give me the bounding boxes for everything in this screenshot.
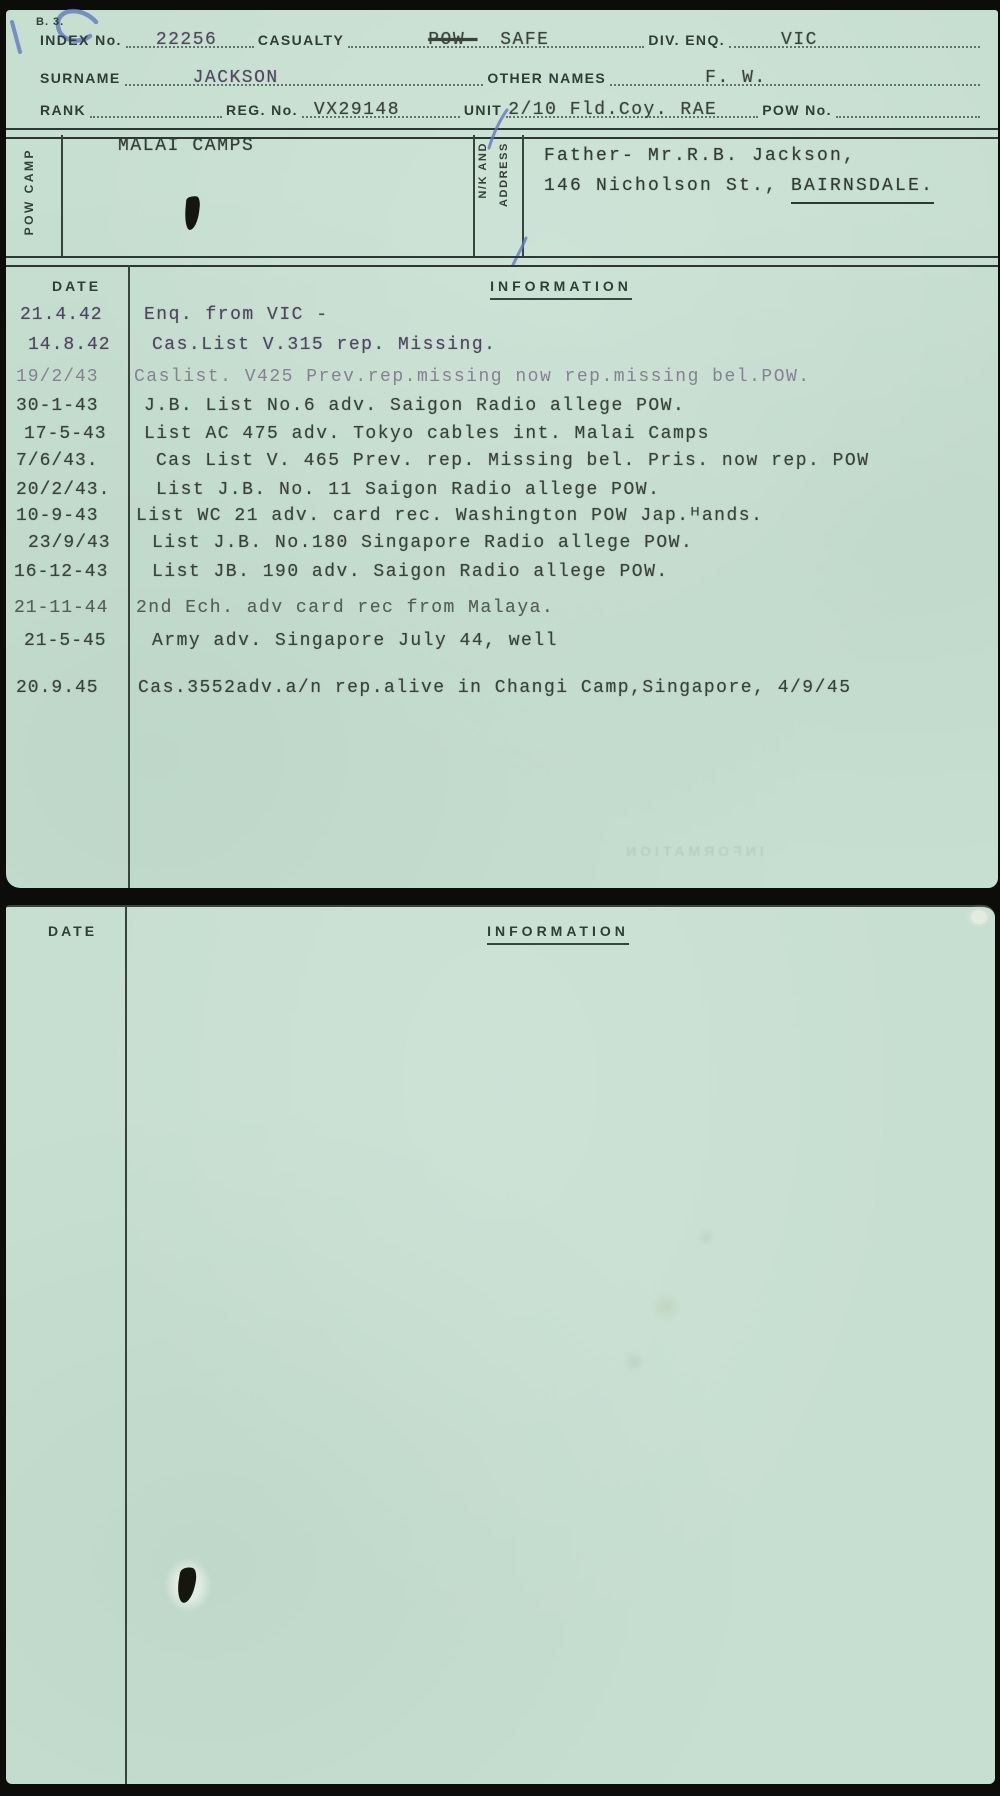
table-row: [6, 480, 998, 506]
nk-address-line2: 146 Nicholson St., BAIRNSDALE.: [544, 176, 934, 196]
table-row: [6, 451, 998, 477]
table-row: [6, 506, 998, 532]
blue-tick-top: [485, 106, 511, 152]
pow-record-card-back: [6, 905, 995, 1784]
casualty-struck-value: POW-: [428, 30, 478, 50]
table-row: [6, 562, 998, 588]
other-names-field: [610, 67, 980, 86]
table-row: [6, 335, 998, 361]
row-date: 14.8.42: [28, 335, 111, 355]
row-date: 7/6/43.: [16, 451, 99, 471]
row-date: 16-12-43: [14, 562, 109, 582]
pow-camp-label: POW CAMP: [22, 148, 36, 236]
table-row: [6, 367, 998, 393]
row-date: 23/9/43: [28, 533, 111, 553]
nk-address-town-underlined: BAIRNSDALE.: [791, 176, 934, 204]
table-row: [6, 396, 998, 422]
row-date: 21.4.42: [20, 305, 103, 325]
row-info: 2nd Ech. adv card rec from Malaya.: [136, 598, 555, 618]
pow-no-field: [836, 99, 980, 118]
information-column-header: INFORMATION: [134, 278, 988, 300]
nk-address-line1: Father- Mr.R.B. Jackson,: [544, 146, 857, 166]
pow-camp-divider: [61, 135, 63, 256]
row-date: 30-1-43: [16, 396, 99, 416]
table-row: [6, 533, 998, 559]
punch-hole-reflection: [971, 910, 987, 924]
casualty-label: CASUALTY: [257, 32, 345, 48]
div-enq-field: [729, 29, 980, 48]
div-enq-value: VIC: [781, 30, 818, 50]
row-info: List AC 475 adv. Tokyo cables int. Malai Camps: [144, 424, 710, 444]
other-names-value: F. W.: [705, 68, 767, 88]
reg-no-field: [302, 99, 460, 118]
row-info: Army adv. Singapore July 44, well: [152, 631, 558, 651]
rank-label: RANK: [40, 102, 87, 118]
surname-value: JACKSON: [192, 68, 279, 88]
date-column-header: DATE: [52, 278, 102, 294]
index-no-field: [126, 29, 254, 48]
pow-no-label: POW No.: [762, 102, 832, 118]
date-column-header: DATE: [48, 923, 98, 939]
row-date: 17-5-43: [24, 424, 107, 444]
header-row-index: [40, 28, 984, 48]
ink-blot: [183, 195, 200, 230]
table-row: [6, 678, 998, 704]
date-column-divider: [125, 907, 127, 1784]
header-row-rank-unit: [40, 98, 984, 118]
row-info: List J.B. No. 11 Saigon Radio allege POW.: [156, 480, 661, 500]
index-no-value: 22256: [155, 30, 218, 50]
table-row: [6, 631, 998, 657]
casualty-value: SAFE: [500, 30, 550, 50]
reg-no-label: REG. No.: [226, 102, 298, 118]
surname-field: [125, 67, 484, 86]
row-info: Enq. from VIC -: [144, 305, 329, 325]
form-number: B. 3.: [36, 16, 65, 28]
pow-record-card-front: [6, 10, 998, 888]
nk-label-line1: N/K AND: [477, 142, 489, 199]
nk-divider-left: [473, 135, 475, 256]
row-info: List WC 21 adv. card rec. Washington POW Jap.ᴴands.: [136, 506, 764, 526]
casualty-field: [348, 29, 644, 48]
information-column-header: INFORMATION: [131, 923, 985, 945]
unit-field: [506, 99, 758, 118]
reg-no-value: VX29148: [313, 100, 401, 120]
row-info: List JB. 190 adv. Saigon Radio allege POW.: [152, 562, 669, 582]
div-enq-label: DIV. ENQ.: [648, 32, 726, 48]
row-info: Caslist. V425 Prev.rep.missing now rep.missing bel.POW.: [134, 367, 811, 387]
table-row: [6, 598, 998, 624]
index-no-label: INDEX No.: [40, 32, 122, 48]
nk-label-line2: ADDRESS: [498, 142, 510, 207]
rank-field: [90, 99, 222, 118]
header-row-name: [40, 66, 984, 86]
double-rule-bottom: [6, 256, 998, 267]
bleed-through-ghost-text: INFORMATION: [622, 843, 764, 859]
other-names-label: OTHER NAMES: [487, 70, 607, 86]
unit-label: UNIT: [463, 102, 503, 118]
table-row: [6, 305, 998, 331]
table-row: [6, 424, 998, 450]
row-date: 19/2/43: [16, 367, 99, 387]
row-date: 10-9-43: [16, 506, 99, 526]
row-info: List J.B. No.180 Singapore Radio allege POW.: [152, 533, 694, 553]
row-info: J.B. List No.6 adv. Saigon Radio allege POW.: [144, 396, 686, 416]
surname-label: SURNAME: [40, 70, 121, 86]
row-info: Cas.List V.315 rep. Missing.: [152, 335, 497, 355]
pow-camp-value: MALAI CAMPS: [118, 136, 255, 156]
unit-value: 2/10 Fld.Coy. RAE: [508, 100, 718, 120]
row-date: 20/2/43.: [16, 480, 111, 500]
row-info: Cas.3552adv.a/n rep.alive in Changi Camp,Singapore, 4/9/45: [138, 678, 852, 698]
row-date: 21-11-44: [14, 598, 109, 618]
row-date: 20.9.45: [16, 678, 99, 698]
row-date: 21-5-45: [24, 631, 107, 651]
row-info: Cas List V. 465 Prev. rep. Missing bel. Pris. now rep. POW: [156, 451, 870, 471]
